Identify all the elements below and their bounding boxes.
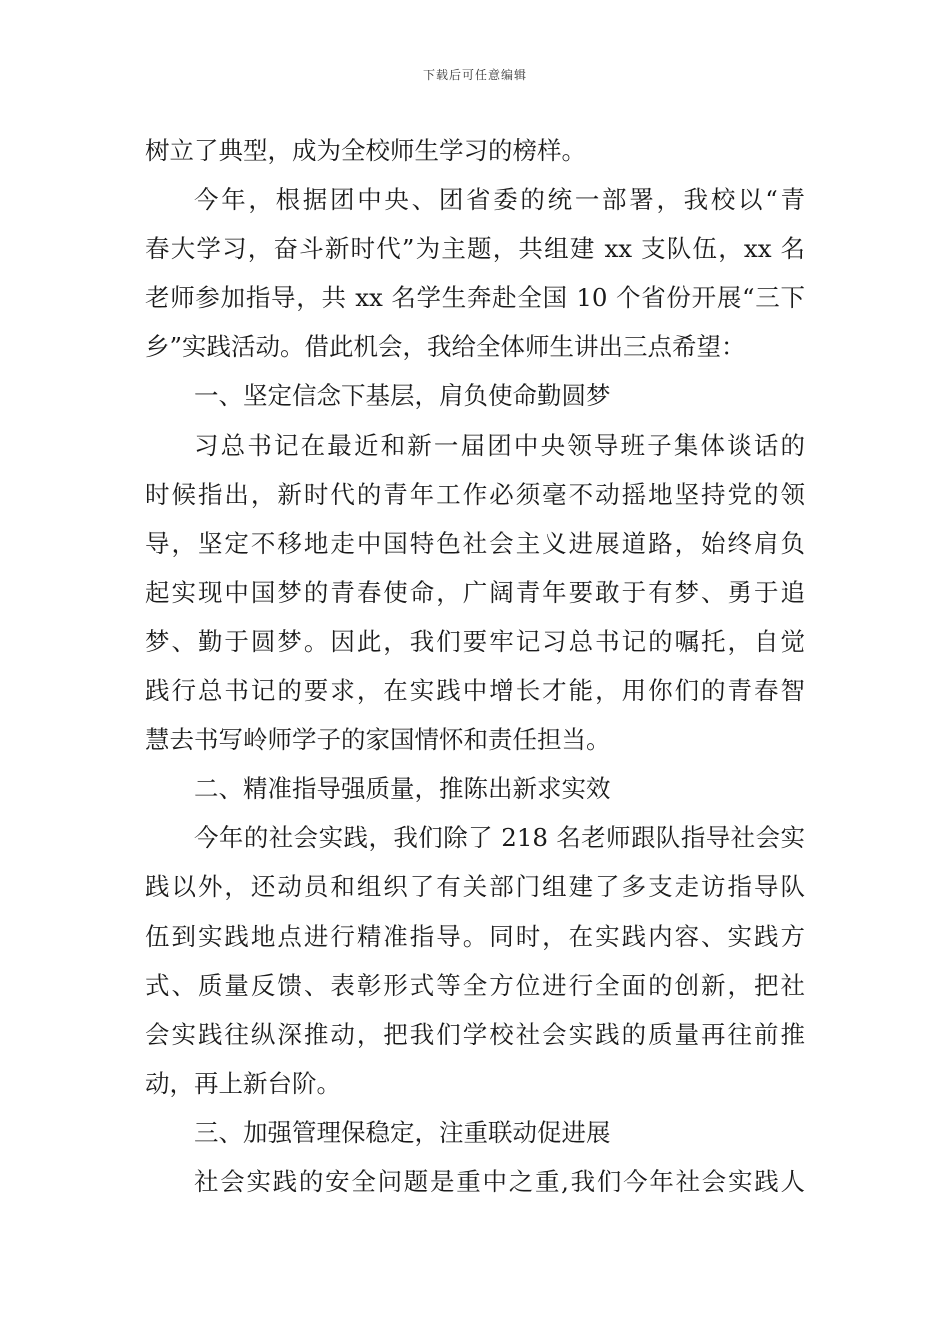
text-line-22: 社会实践的安全问题是重中之重,我们今年社会实践人 — [194, 1166, 805, 1196]
text-line-15: 今年的社会实践，我们除了 218 名老师跟队指导社会实 — [194, 823, 805, 853]
section-heading-3: 三、加强管理保稳定，注重联动促进展 — [194, 1117, 611, 1147]
document-body — [145, 126, 805, 1206]
text-line-9: 导，坚定不移地走中国特色社会主义进展道路，始终肩负 — [145, 528, 805, 558]
text-line-3: 春大学习，奋斗新时代”为主题，共组建 xx 支队伍，xx 名 — [145, 234, 805, 264]
text-line-1: 树立了典型，成为全校师生学习的榜样。 — [145, 136, 586, 165]
text-line-18: 式、质量反馈、表彰形式等全方位进行全面的创新，把社 — [145, 970, 805, 1000]
text-line-8: 时候指出，新时代的青年工作必须毫不动摇地坚持党的领 — [145, 479, 805, 509]
text-line-17: 伍到实践地点进行精准指导。同时，在实践内容、实践方 — [145, 921, 805, 951]
text-line-12: 践行总书记的要求，在实践中增长才能，用你们的青春智 — [145, 676, 805, 706]
text-line-7: 习总书记在最近和新一届团中央领导班子集体谈话的 — [194, 430, 805, 460]
text-line-5: 乡”实践活动。借此机会，我给全体师生讲出三点希望： — [145, 332, 746, 362]
text-line-4: 老师参加指导，共 xx 名学生奔赴全国 10 个省份开展“三下 — [145, 283, 805, 313]
section-heading-2: 二、精准指导强质量，推陈出新求实效 — [194, 774, 611, 804]
text-line-16: 践以外，还动员和组织了有关部门组建了多支走访指导队 — [145, 872, 805, 902]
text-line-19: 会实践往纵深推动，把我们学校社会实践的质量再往前推 — [145, 1019, 805, 1049]
text-line-20: 动，再上新台阶。 — [145, 1068, 341, 1098]
section-heading-1: 一、坚定信念下基层，肩负使命勤圆梦 — [194, 381, 611, 411]
text-line-2: 今年，根据团中央、团省委的统一部署，我校以“青 — [194, 185, 805, 215]
page-header: 下载后可任意编辑 — [422, 68, 527, 82]
text-line-13: 慧去书写岭师学子的家国情怀和责任担当。 — [145, 725, 611, 755]
text-line-10: 起实现中国梦的青春使命，广阔青年要敢于有梦、勇于追 — [145, 577, 805, 607]
text-line-11: 梦、勤于圆梦。因此，我们要牢记习总书记的嘱托，自觉 — [145, 626, 805, 656]
